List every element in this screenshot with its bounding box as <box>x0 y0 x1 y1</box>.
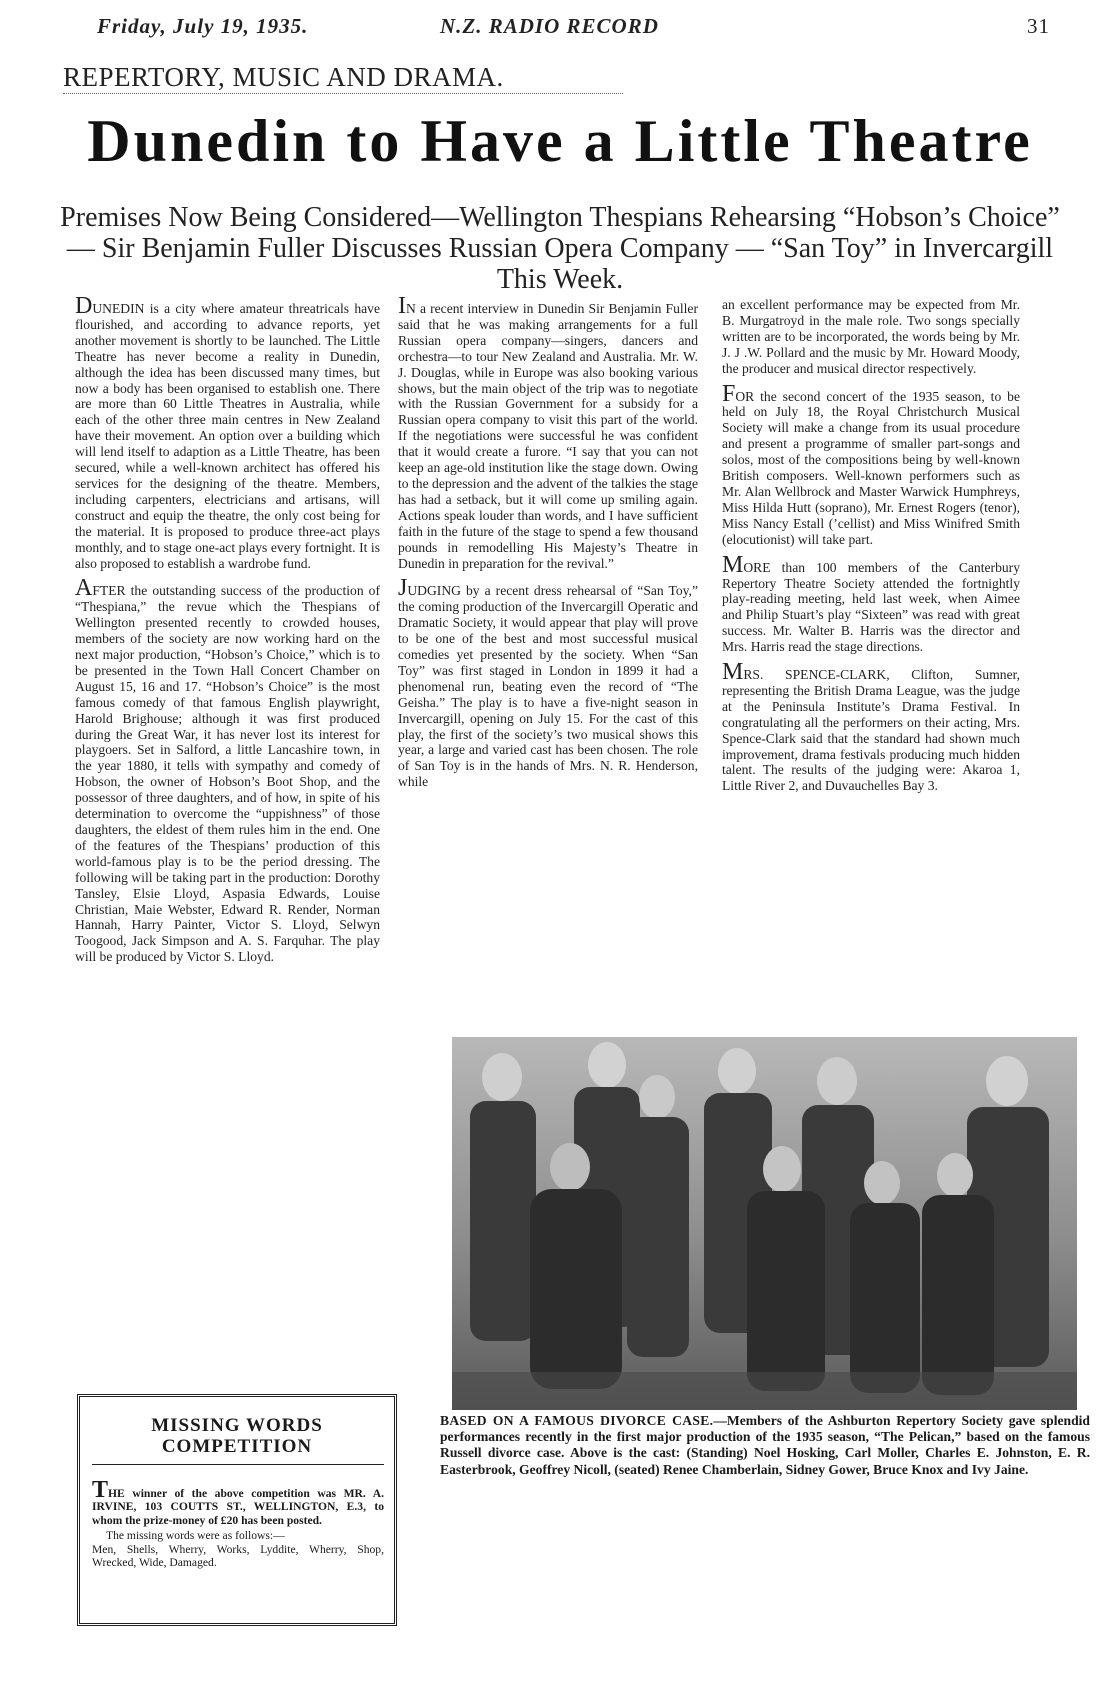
competition-body <box>92 1477 384 1570</box>
competition-title: MISSING WORDS COMPETITION <box>151 1415 323 1457</box>
paragraph-text: ORE than 100 members of the Canterbury Repertory Theatre Society attended the fortnightly play-reading meeting, held last week, when Aimee and Philip Stuart’s play “Sixteen” was read with great success. Mr. Walter B. Harris was the director and Mrs. Harris read the stage directions. <box>722 559 1020 655</box>
paragraph-text: UNEDIN is a city where amateur threatricals have flourished, and according to advance reports, yet another movement is shortly to be launched. The Little Theatre has never become a reality in Dunedin, although the idea has been discussed many times, but now a body has been organised to establish one. There are more than 60 Little Theatres in Australia, while each of the other three main centres in New Zealand have their movement. An option over a building which will lend itself to adaption as a Little Theatre, has been secured, while a well-known architect has offered his services for the designing of the theatre. Members, including carpenters, electricians and artisans, will construct and equip the theatre, the only cost being for the material. It is proposed to produce three-act plays monthly, and to stage one-act plays every fortnight. It is also proposed to establish a wardrobe fund. <box>75 301 380 571</box>
drop-cap: A <box>75 575 93 602</box>
paragraph-san-toy <box>398 575 698 790</box>
caption-lead: BASED ON A FAMOUS DIVORCE CASE. <box>440 1413 714 1428</box>
paragraph-text: UDGING by a recent dress rehearsal of “San Toy,” the coming production of the Invercargill Operatic and Dramatic Society, it would appear that play will prove to be one of the best and most successful musical comedies yet presented by the society. When “San Toy” was first staged in London in 1899 it had a phenomenal run, beating even the record of “The Geisha.” The play is to have a five-night season in Invercargill, opening on July 15. For the cast of this play, the first of the society’s two musical shows this year, a large and varied cast has been chosen. The role of San Toy is in the hands of Mrs. N. R. Henderson, while <box>398 583 698 790</box>
section-title: REPERTORY, MUSIC AND DRAMA. <box>63 62 504 92</box>
drop-cap: M <box>722 551 744 578</box>
drop-cap: I <box>398 293 406 319</box>
drop-cap: M <box>722 659 744 686</box>
cast-photograph-image <box>452 1037 1077 1410</box>
words-intro: The missing words were as follows:— <box>106 1529 285 1543</box>
paragraph-san-toy-cont <box>722 297 1020 377</box>
photo-caption <box>440 1413 1090 1478</box>
headline: Dunedin to Have a Little Theatre <box>87 108 1033 174</box>
section-divider <box>63 93 623 94</box>
article-column-3 <box>722 297 1020 794</box>
page-number: 31 <box>1027 14 1050 38</box>
cast-photograph <box>452 1037 1077 1410</box>
paragraph-canterbury-repertory <box>722 551 1020 655</box>
drop-cap: F <box>722 380 736 407</box>
drop-cap: T <box>92 1477 109 1503</box>
caption-text: —Members of the Ashburton Repertory Society gave splendid performances recently in the first major production of the 1935 season, “The Pelican,” based on the famous Russell divorce case. Above is the cast: (Standing) Noel Hosking, Carl Moller, Charles E. Johnston, E. R. Easterbrook, Geoffrey Nicoll, (seated) Renee Chamberlain, Sidney Gower, Bruce Knox and Ivy Jaine. <box>440 1413 1090 1477</box>
issue-date: Friday, July 19, 1935. <box>97 14 309 38</box>
paragraph-christchurch-concert <box>722 380 1020 548</box>
missing-words-list: Men, Shells, Wherry, Works, Lyddite, Wherry, Shop, Wrecked, Wide, Damaged. <box>92 1542 384 1570</box>
article-column-2 <box>398 293 698 790</box>
article-column-1 <box>75 293 380 965</box>
paragraph-thespians <box>75 575 380 965</box>
paragraph-little-theatre <box>75 293 380 571</box>
paragraph-text: N a recent interview in Dunedin Sir Benjamin Fuller said that he was making arrangements for a full Russian opera company—singers, dancers and orchestra—to tour New Zealand and Australia. Mr. W. J. Douglas, while in Europe was also booking various shows, but the main object of the trip was to negotiate with the Russian Government for a subsidy for a Russian opera company to visit this part of the world. If the negotiations were successful he was confident that it would create a furore. “I say that you can not keep an age-old institution like the stage down. Owing to the depression and the advent of the talkies the stage has had a setback, but it will come up smiling again. Actions speak louder than words, and I have sufficient faith in the future of the stage to spend a few thousand pounds in remodelling His Majesty’s Theatre in Dunedin in preparation for the revival.” <box>398 301 698 571</box>
announcement-text: HE winner of the above competition was MR. A. IRVINE, 103 COUTTS ST., WELLINGTON, E.3, to whom the prize-money of £20 has been posted. <box>92 1487 384 1527</box>
paragraph-text: FTER the outstanding success of the production of “Thespiana,” the revue which the Thespians of Wellington presented recently to crowded houses, members of the society are now working hard on the next major production, “Hobson’s Choice,” which is to be presented in the Town Hall Concert Chamber on August 15, 16 and 17. “Hobson’s Choice” is the most famous comedy of that famous English playwright, Harold Brighouse; although it was first produced during the Great War, it has never lost its interest for playgoers. Set in Salford, a little Lancashire town, in the year 1880, it tells with sympathy and comedy of Hobson, the owner of Hobson’s Boot Shop, and the possessor of three daughters, and of how, in spite of his determination to overcome the “uppishness” of those daughters, the eldest of them rules him in the end. One of the features of the Thespians’ production of this world-famous play is to be the period dressing. The following will be taking part in the production: Dorothy Tansley, Elsie Lloyd, Aspasia Edwards, Louise Christian, Maie Webster, Edward R. Render, Norman Hannah, Harry Painter, Victor S. Lloyd, Selwyn Toogood, Jack Simpson and A. S. Farquhar. The play will be produced by Victor S. Lloyd. <box>75 583 380 965</box>
drop-cap: J <box>398 575 408 602</box>
subheadline: Premises Now Being Considered—Wellington Thespians Rehearsing “Hobson’s Choice” — Sir Benjamin Fuller Discusses Russian Opera Company — “San Toy” in Invercargill This Week. <box>60 202 1060 295</box>
competition-announcement <box>92 1477 384 1527</box>
paragraph-russian-opera <box>398 293 698 571</box>
paragraph-text: OR the second concert of the 1935 season, to be held on July 18, the Royal Christchurch Musical Society will make a change from its usual procedure and present a programme of smaller part-songs and solos, most of the compositions being by well-known British composers. Well-known performers such as Mr. Alan Wellbrock and Master Warwick Humphreys, Miss Hilda Hutt (soprano), Mr. Ernest Rogers (tenor), Miss Nancy Estall (’cellist) and Miss Winifred Smith (elocutionist) will take part. <box>722 388 1020 547</box>
publication-name: N.Z. RADIO RECORD <box>440 14 659 38</box>
drop-cap: D <box>75 293 93 319</box>
competition-divider <box>92 1464 384 1465</box>
paragraph-spence-clark <box>722 659 1020 794</box>
paragraph-text: RS. SPENCE-CLARK, Clifton, Sumner, representing the British Drama League, was the judge at the Peninsula Institute’s Drama Festival. In congratulating all the performers on their acting, Mrs. Spence-Clark said that the standard had shown much improvement, drama festivals producing much hidden talent. The results of the judging were: Akaroa 1, Little River 2, and Duvauchelles Bay 3. <box>722 667 1020 794</box>
competition-box <box>77 1394 397 1626</box>
paragraph-text: an excellent performance may be expected from Mr. B. Murgatroyd in the male role. Two songs specially written are to be incorporated, the words being by Mr. J. J .W. Pollard and the music by Mr. Howard Moody, the producer and musical director respectively. <box>722 297 1020 376</box>
